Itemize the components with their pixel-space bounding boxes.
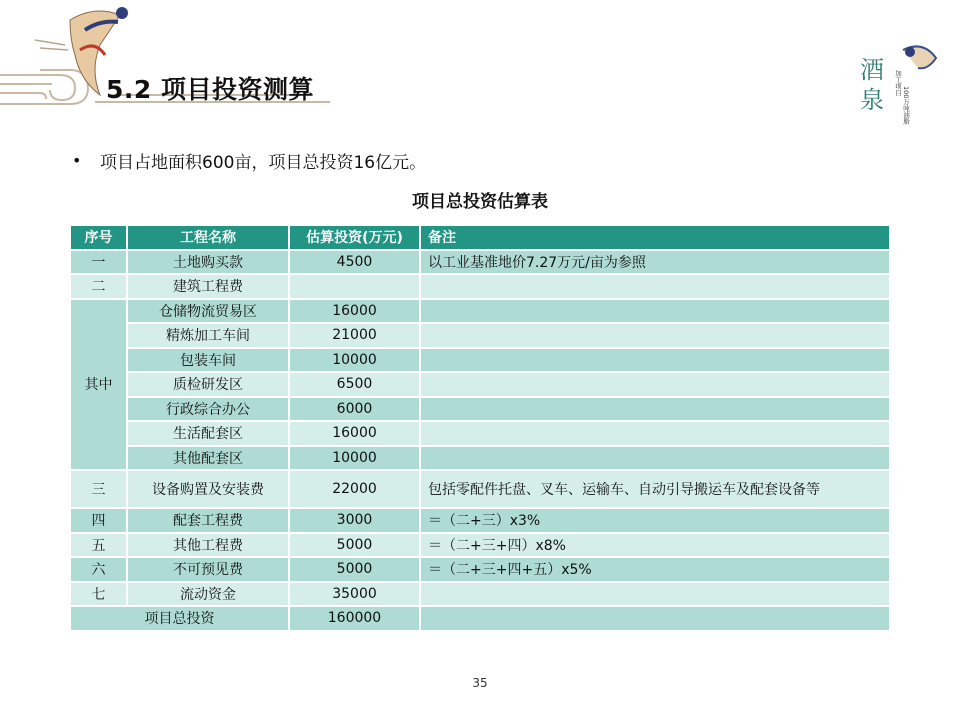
logo-glyph-1: 酒 [860,56,884,84]
cell-no: 六 [70,557,127,582]
logo-glyph-2: 泉 [860,86,884,114]
cell-name: 建筑工程费 [127,274,289,299]
cell-no: 七 [70,582,127,607]
table-row [70,299,890,324]
table-row [70,582,890,607]
cell-total-label: 项目总投资 [70,606,289,631]
table-row [70,557,890,582]
header-note: 备注 [420,225,890,250]
cell-amount: 6000 [289,397,420,422]
cell-amount: 6500 [289,372,420,397]
cell-note [420,446,890,471]
table-row [70,250,890,275]
investment-table [69,224,891,632]
table-header-row [70,225,890,250]
cell-amount: 10000 [289,348,420,373]
header-decoration [0,0,330,125]
cell-name: 其他工程费 [127,533,289,558]
header-amount: 估算投资(万元) [289,225,420,250]
cell-name: 包装车间 [127,348,289,373]
cell-no: 四 [70,508,127,533]
cell-name: 精炼加工车间 [127,323,289,348]
cell-name: 设备购置及安装费 [127,470,289,508]
cell-note [420,582,890,607]
cell-amount: 5000 [289,533,420,558]
cell-amount: 16000 [289,299,420,324]
cell-total-amount: 160000 [289,606,420,631]
bullet-dot-icon: • [72,151,82,170]
header-no: 序号 [70,225,127,250]
table-row [70,348,890,373]
cell-no: 三 [70,470,127,508]
slide-title: 5.2 项目投资测算 [106,75,314,104]
table-row [70,372,890,397]
cell-amount: 35000 [289,582,420,607]
cell-note [420,397,890,422]
cell-note: 包括零配件托盘、叉车、运输车、自动引导搬运车及配套设备等 [420,470,890,508]
cell-note [420,299,890,324]
cell-amount: 16000 [289,421,420,446]
cell-note: ＝（二+三+四）x8% [420,533,890,558]
cell-note [420,348,890,373]
cell-note [420,323,890,348]
cell-name: 流动资金 [127,582,289,607]
cell-name: 行政综合办公 [127,397,289,422]
cell-name: 配套工程费 [127,508,289,533]
cell-name: 不可预见费 [127,557,289,582]
cell-note: ＝（二+三+四+五）x5% [420,557,890,582]
table-row [70,323,890,348]
cell-note [420,274,890,299]
cell-note [420,372,890,397]
cell-amount: 5000 [289,557,420,582]
header-name: 工程名称 [127,225,289,250]
bullet-text: 项目占地面积600亩，项目总投资16亿元。 [100,153,427,173]
cell-amount [289,274,420,299]
table-row [70,470,890,508]
cell-no: 二 [70,274,127,299]
cell-note: ＝（二+三）x3% [420,508,890,533]
cell-amount: 3000 [289,508,420,533]
cell-amount: 4500 [289,250,420,275]
cell-name: 其他配套区 [127,446,289,471]
cell-total-note [420,606,890,631]
cell-group-label: 其中 [70,299,127,471]
table-row [70,508,890,533]
logo-caption-2: 100万吨油脂 [902,86,910,125]
bullet-item [72,148,426,173]
cell-no: 一 [70,250,127,275]
page-number: 35 [472,676,488,690]
jiuquan-logo [848,40,943,135]
table-row [70,397,890,422]
cell-amount: 10000 [289,446,420,471]
table-title: 项目总投资估算表 [412,192,548,212]
cell-name: 仓储物流贸易区 [127,299,289,324]
cell-name: 土地购买款 [127,250,289,275]
cell-no: 五 [70,533,127,558]
table-total-row [70,606,890,631]
table-row [70,533,890,558]
table-row [70,446,890,471]
cell-name: 生活配套区 [127,421,289,446]
cell-amount: 22000 [289,470,420,508]
cell-amount: 21000 [289,323,420,348]
cell-note [420,421,890,446]
cell-note: 以工业基准地价7.27万元/亩为参照 [420,250,890,275]
table-row [70,274,890,299]
table-row [70,421,890,446]
cell-name: 质检研发区 [127,372,289,397]
logo-caption-1: 加工项目 [894,70,902,96]
